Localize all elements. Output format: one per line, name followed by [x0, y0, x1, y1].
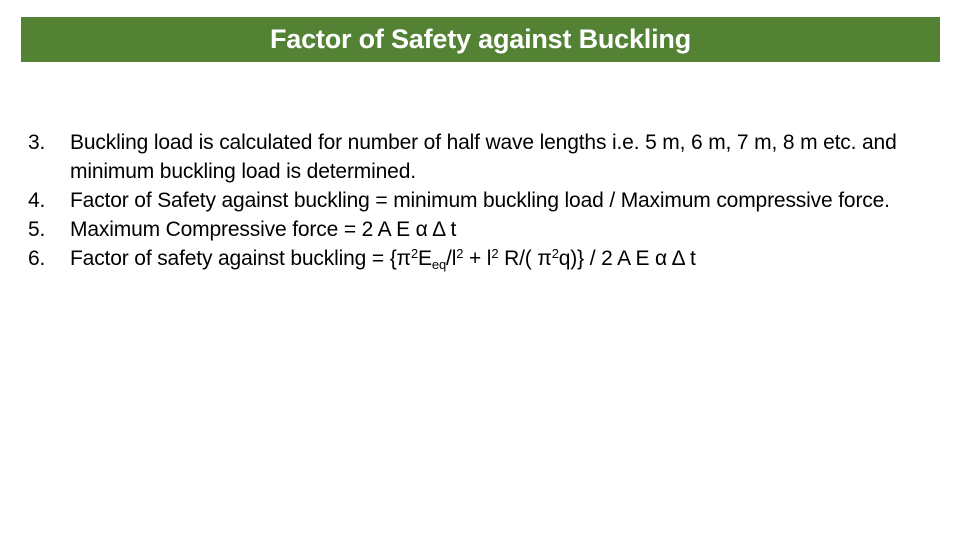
item-number: 4. [28, 189, 46, 212]
superscript: 2 [410, 246, 418, 261]
superscript: 2 [491, 246, 499, 261]
slide-content [28, 128, 928, 273]
item-text: Buckling load is calculated for number of half wave lengths i.e. 5 m, 6 m, 7 m, 8 m etc. and minimum buckling load is determined. [70, 131, 897, 183]
slide-title: Factor of Safety against Buckling [270, 24, 691, 54]
item-text: Maximum Compressive force = 2 A E α Δ t [70, 218, 457, 241]
formula-part: /l [446, 247, 457, 270]
title-bar [21, 17, 940, 62]
item-text: Factor of Safety against buckling = minimum buckling load / Maximum compressive force. [70, 189, 890, 212]
list-item [28, 215, 928, 244]
superscript: 2 [551, 246, 559, 261]
subscript: eq [431, 257, 447, 272]
item-number: 6. [28, 247, 46, 270]
list-item [28, 186, 928, 215]
formula-text [70, 244, 928, 273]
list-item [28, 128, 928, 186]
item-number: 5. [28, 218, 46, 241]
formula-part: + l [463, 247, 492, 270]
formula-part: E [418, 247, 432, 270]
item-number: 3. [28, 131, 46, 154]
formula-part: Factor of safety against buckling = {π [70, 247, 411, 270]
numbered-list [28, 128, 928, 273]
superscript: 2 [456, 246, 464, 261]
formula-part: q)} / 2 A E α Δ t [558, 247, 696, 270]
list-item [28, 244, 928, 273]
formula-part: R/( π [498, 247, 552, 270]
